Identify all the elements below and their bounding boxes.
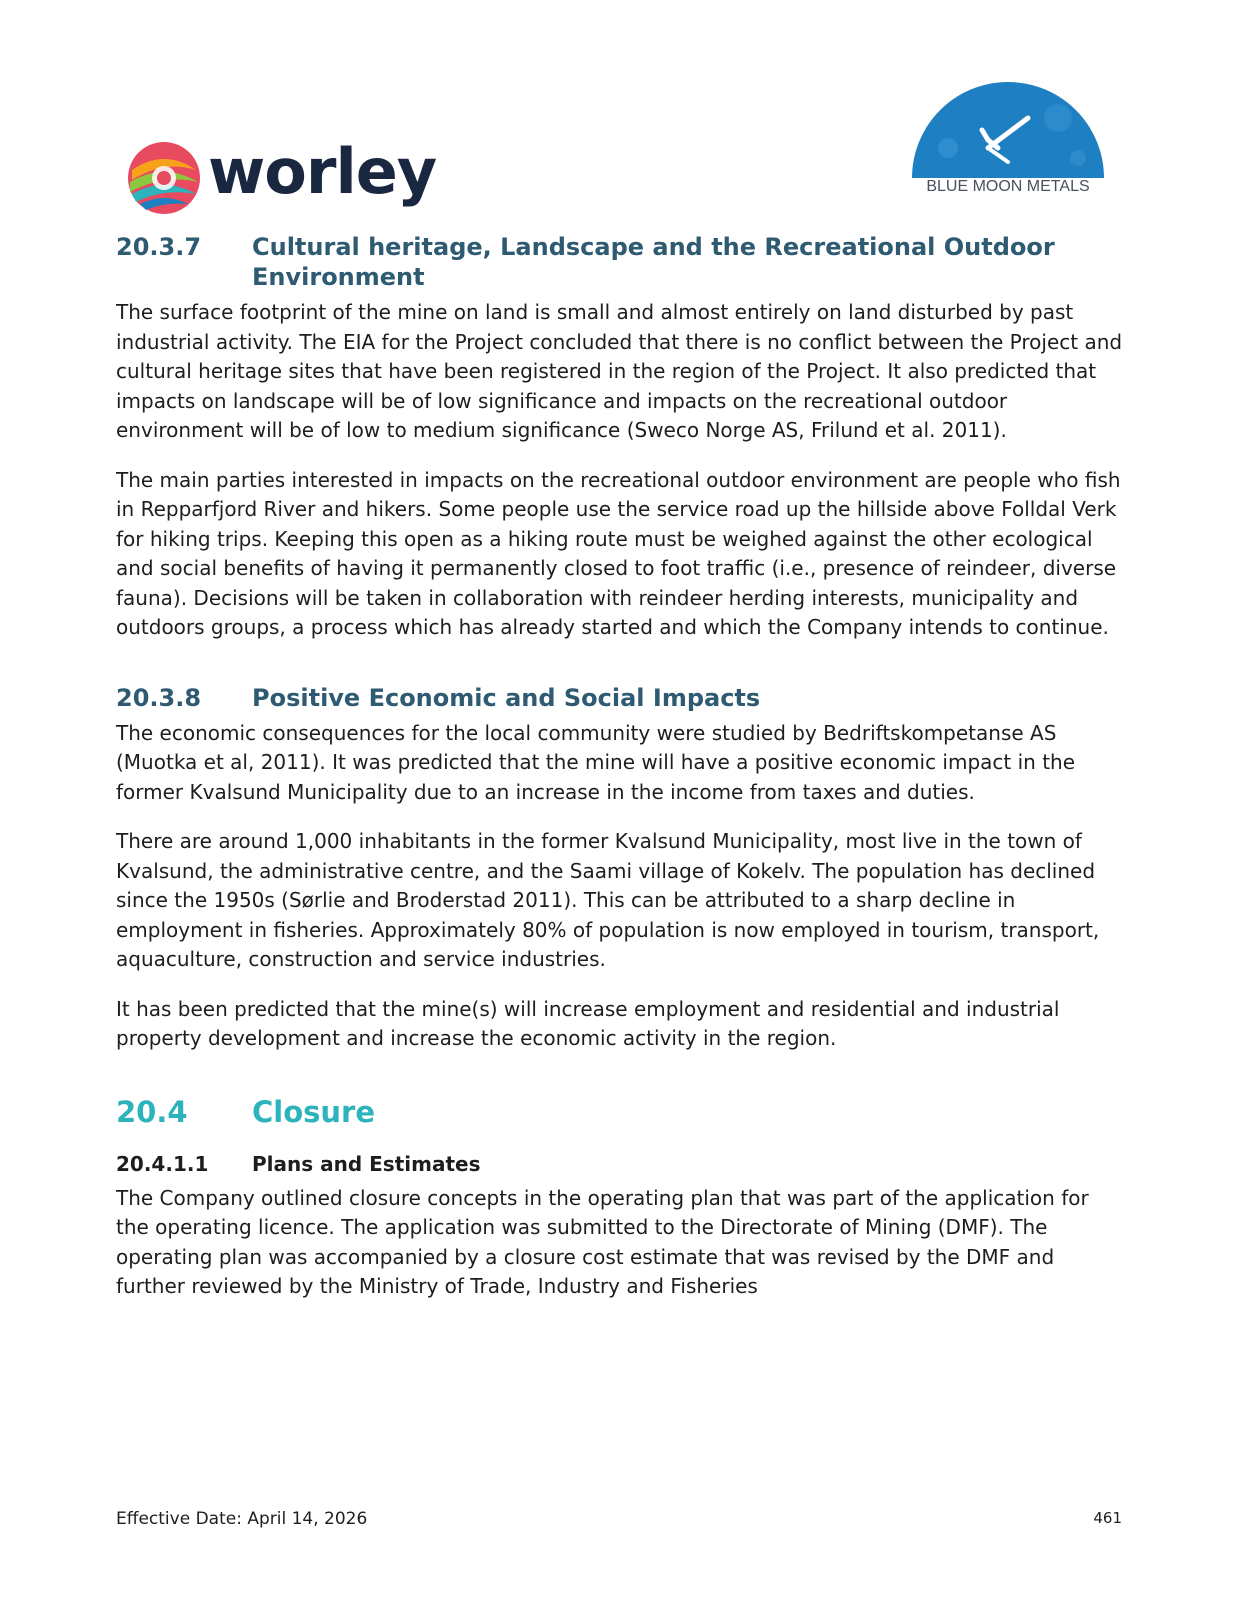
section-title: Closure [252, 1094, 376, 1129]
section-number: 20.3.7 [116, 233, 202, 261]
page-header [0, 0, 1250, 220]
paragraph: There are around 1,000 inhabitants in the former Kvalsund Municipality, most live in the town of Kvalsund, the administrative centre, and the Saami village of Kokelv. The population has declined since the 1950s (Sørlie and Broderstad 2011). This can be attributed to a sharp decline in employment in fisheries. Approximately 80% of population is now employed in tourism, transport, aquaculture, construction and service industries. [116, 829, 1100, 971]
worley-swirl-icon [126, 140, 202, 216]
section-number: 20.4 [116, 1094, 188, 1129]
section-number: 20.3.8 [116, 683, 202, 712]
heading-20-3-8 [116, 683, 1126, 713]
worley-logo [126, 136, 446, 216]
blue-moon-wordmark: BLUE MOON METALS [926, 178, 1090, 195]
heading-20-4-1-1 [116, 1150, 1126, 1178]
blue-moon-metals-logo [908, 78, 1108, 198]
heading-20-3-7 [116, 232, 1126, 292]
effective-date: Effective Date: April 14, 2026 [116, 1509, 368, 1529]
paragraph: The Company outlined closure concepts in the operating plan that was part of the application for the operating licence. The application was submitted to the Directorate of Mining (DMF). The operating plan was accompanied by a closure cost estimate that was revised by the DMF and further reviewed by the Ministry of Trade, Industry and Fisheries [116, 1185, 1089, 1298]
page-number: 461 [1093, 1509, 1122, 1527]
section-title: Plans and Estimates [252, 1151, 481, 1176]
document-body [116, 232, 1126, 1302]
section-title: Cultural heritage, Landscape and the Recreational Outdoor Environment [252, 233, 1055, 291]
paragraph: The economic consequences for the local community were studied by Bedriftskompetanse AS (Muotka et al, 2011). It was predicted that the mine will have a positive economic impact in the former Kvalsund Municipality due to an increase in the income from taxes and duties. [116, 720, 1076, 804]
paragraph: The main parties interested in impacts on the recreational outdoor environment are people who fish in Repparfjord River and hikers. Some people use the service road up the hillside above Folldal Verk for hiking trips. Keeping this open as a hiking route must be weighed against the other ecological and social benefits of having it permanently closed to foot traffic (i.e., presence of reindeer, diverse fauna). Decisions will be taken in collaboration with reindeer herding interests, municipality and outdoors groups, a process which has already started and which the Company intends to continue. [116, 467, 1121, 639]
paragraph: It has been predicted that the mine(s) will increase employment and residential and industrial property development and increase the economic activity in the region. [116, 996, 1060, 1050]
heading-20-4 [116, 1094, 1126, 1130]
paragraph: The surface footprint of the mine on land is small and almost entirely on land disturbed by past industrial activity. The EIA for the Project concluded that there is no conflict between the Project and cultural heritage sites that have been registered in the region of the Project. It also predicted that impacts on landscape will be of low significance and impacts on the recreational outdoor environment will be of low to medium significance (Sweco Norge AS, Frilund et al. 2011). [116, 300, 1123, 442]
blue-moon-icon [908, 78, 1108, 178]
section-number: 20.4.1.1 [116, 1151, 209, 1176]
section-title: Positive Economic and Social Impacts [252, 683, 761, 712]
worley-wordmark: worley [208, 135, 437, 208]
